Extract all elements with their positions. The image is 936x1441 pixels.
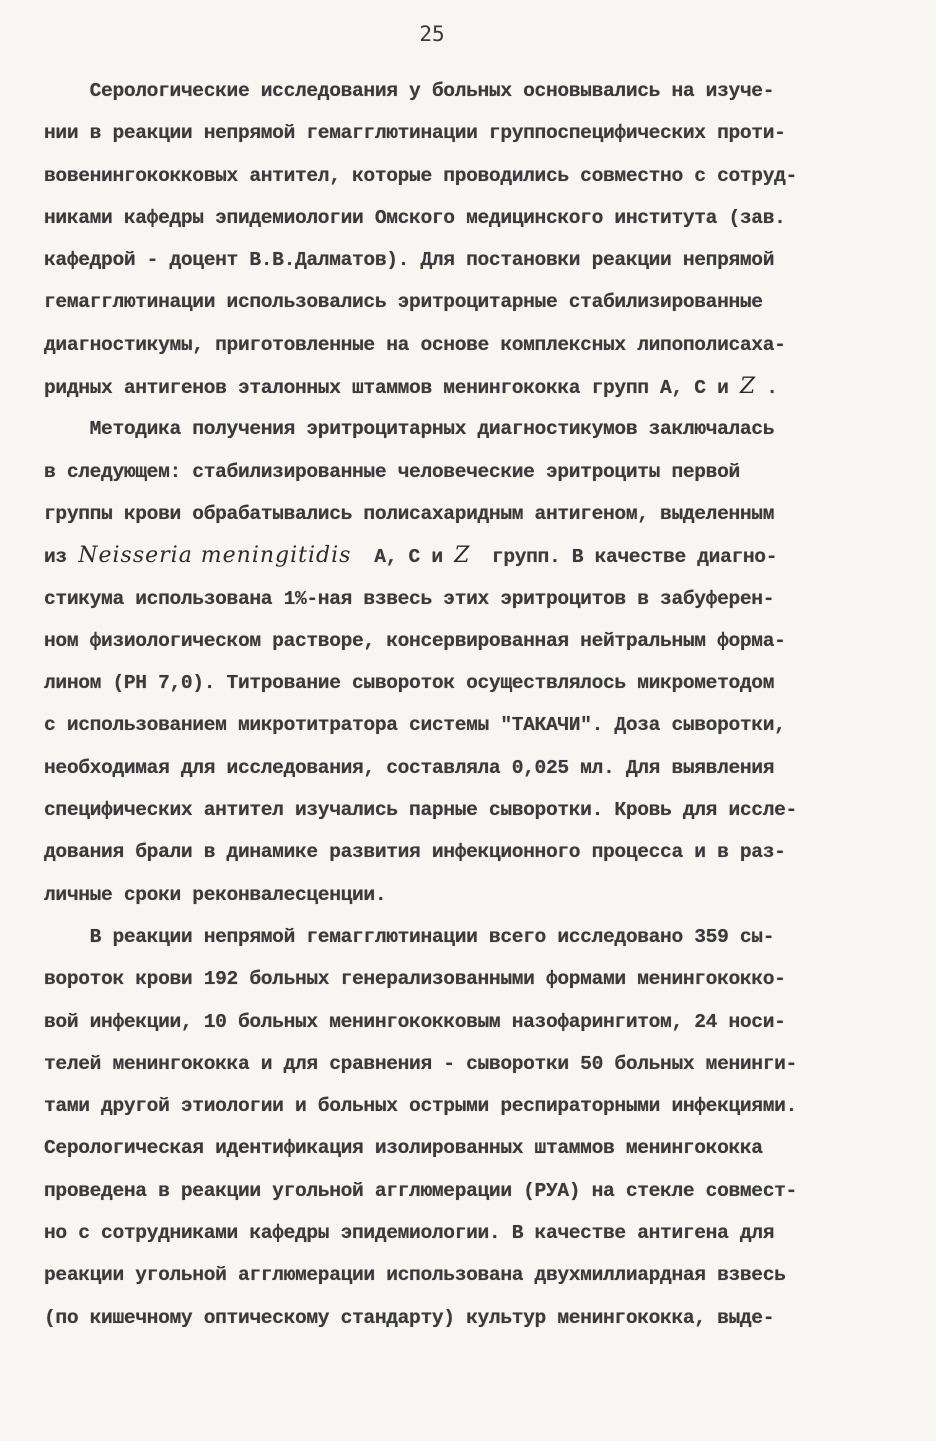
text-line: стикума использована 1%-ная взвесь этих эритроцитов в забуферен-: [44, 587, 775, 610]
text-line: дования брали в динамике развития инфекционного процесса и в раз-: [44, 841, 786, 864]
text-fragment: .: [754, 377, 778, 400]
text-line-with-handwriting: [44, 535, 900, 577]
text-fragment: групп. В качестве диагно-: [469, 546, 778, 569]
text-line: никами кафедры эпидемиологии Омского медицинского института (зав.: [44, 206, 786, 229]
text-line: гемагглютинации использовались эритроцитарные стабилизированные: [44, 291, 763, 314]
text-line: кафедрой - доцент В.В.Далматов). Для постановки реакции непрямой: [44, 249, 775, 272]
text-line: вой инфекции, 10 больных менингококковым назофарингитом, 24 носи-: [44, 1010, 786, 1033]
text-line: с использованием микротитратора системы "ТАКАЧИ". Доза сыворотки,: [44, 714, 786, 737]
text-line: группы крови обрабатывались полисахаридным антигеном, выделенным: [44, 502, 775, 525]
handwritten-organism-name: Neisseria meningitidis: [78, 543, 352, 569]
text-line: реакции угольной агглюмерации использована двухмиллиардная взвесь: [44, 1264, 786, 1287]
document-text: [44, 70, 900, 1339]
text-line: вороток крови 192 больных генерализованными формами менингококко-: [44, 968, 786, 991]
text-line: Серологическая идентификация изолированных штаммов менингококка: [44, 1137, 763, 1160]
handwritten-group-letter: Z: [454, 543, 470, 569]
text-line: Методика получения эритроцитарных диагностикумов заключалась: [44, 418, 775, 441]
text-line-with-handwriting: [44, 366, 900, 408]
text-line: в следующем: стабилизированные человеческие эритроциты первой: [44, 460, 740, 483]
page-number: 25: [419, 22, 445, 46]
text-line: нии в реакции непрямой гемагглютинации группоспецифических проти-: [44, 122, 786, 145]
text-line: но с сотрудниками кафедры эпидемиологии. В качестве антигена для: [44, 1222, 775, 1245]
text-line: В реакции непрямой гемагглютинации всего исследовано 359 сы-: [44, 925, 775, 948]
text-line: необходимая для исследования, составляла 0,025 мл. Для выявления: [44, 756, 775, 779]
text-line: диагностикумы, приготовленные на основе комплексных липополисаха-: [44, 333, 786, 356]
text-line: (по кишечному оптическому стандарту) культур менингококка, выде-: [44, 1306, 775, 1329]
text-line: ном физиологическом растворе, консервированная нейтральным форма-: [44, 629, 786, 652]
text-line: тами другой этиологии и больных острыми респираторными инфекциями.: [44, 1095, 797, 1118]
text-line: личные сроки реконвалесценции.: [44, 883, 387, 906]
text-line: Серологические исследования у больных основывались на изуче-: [44, 80, 775, 102]
text-line: лином (PH 7,0). Титрование сывороток осуществлялось микрометодом: [44, 672, 775, 695]
text-line: проведена в реакции угольной агглюмерации (РУА) на стекле совмест-: [44, 1179, 797, 1202]
text-line: вовенингококковых антител, которые проводились совместно с сотруд-: [44, 164, 797, 187]
text-fragment: ридных антигенов эталонных штаммов менингококка групп А, С и: [44, 377, 740, 400]
text-fragment: из: [44, 546, 79, 569]
text-fragment: А, С и: [351, 546, 455, 569]
text-line: телей менингококка и для сравнения - сыворотки 50 больных менинги-: [44, 1052, 797, 1075]
text-line: специфических антител изучались парные сыворотки. Кровь для иссле-: [44, 799, 797, 822]
handwritten-group-letter: Z: [739, 374, 755, 400]
